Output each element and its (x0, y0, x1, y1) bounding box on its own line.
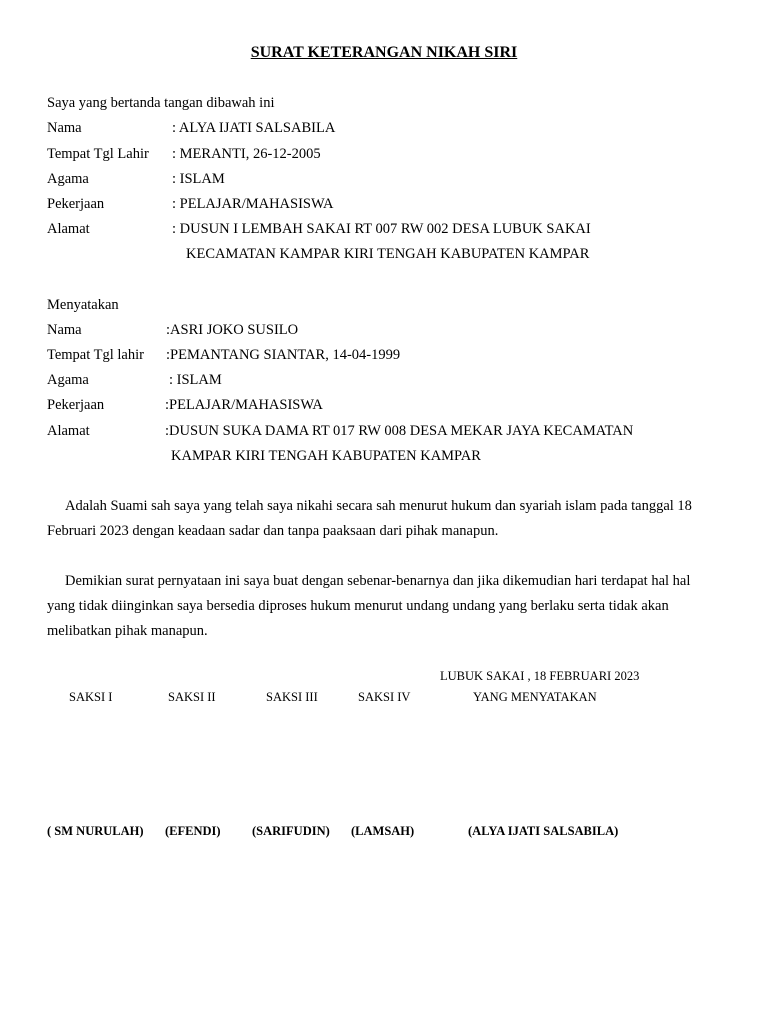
witness-header-3: SAKSI III (266, 690, 318, 704)
party1-ttl-label: Tempat Tgl Lahir (47, 146, 149, 162)
party2-nama-label: Nama (47, 322, 82, 338)
party2-agama-label: Agama (47, 372, 89, 388)
party2-alamat-continuation: KAMPAR KIRI TENGAH KABUPATEN KAMPAR (171, 448, 481, 464)
party2-alamat-label: Alamat (47, 423, 90, 439)
party2-pekerjaan-label: Pekerjaan (47, 397, 105, 413)
party2-agama-value: : ISLAM (169, 372, 222, 388)
party1-nama-label: Nama (47, 120, 82, 136)
witness-header-2: SAKSI II (168, 690, 216, 704)
signature-witness-1: ( SM NURULAH) (47, 824, 144, 838)
party1-alamat-value: : DUSUN I LEMBAH SAKAI RT 007 RW 002 DESA LUBUK SAKAI (172, 221, 591, 237)
paragraph-declaration-text: Demikian surat pernyataan ini saya buat dengan sebenar-benarnya dan jika dikemudian hari terdapat hal hal yang tidak diinginkan saya bersedia diproses hukum menurut undang undang yang berlaku serta tidak akan melibatkan pihak manapun. (47, 573, 691, 639)
signature-witness-3: (SARIFUDIN) (252, 824, 330, 838)
party2-pekerjaan-value: :PELAJAR/MAHASISWA (165, 397, 323, 413)
party2-ttl-label: Tempat Tgl lahir (47, 347, 144, 363)
party1-nama-value: : ALYA IJATI SALSABILA (172, 120, 336, 136)
party1-pekerjaan-label: Pekerjaan (47, 196, 105, 212)
party1-ttl-value: : MERANTI, 26-12-2005 (172, 146, 321, 162)
paragraph-statement-text: Adalah Suami sah saya yang telah saya nikahi secara sah menurut hukum dan syariah islam pada tanggal 18 Februari 2023 dengan keadaan sadar dan tanpa paaksaan dari pihak manapun. (47, 498, 692, 539)
party2-alamat-value: :DUSUN SUKA DAMA RT 017 RW 008 DESA MEKAR JAYA KECAMATAN (165, 423, 634, 439)
signature-declarant: (ALYA IJATI SALSABILA) (468, 824, 619, 838)
declarant-header: YANG MENYATAKAN (473, 690, 597, 704)
party1-agama-label: Agama (47, 171, 89, 187)
witness-header-4: SAKSI IV (358, 690, 411, 704)
paragraph-declaration (47, 569, 717, 644)
party2-ttl-value: :PEMANTANG SIANTAR, 14-04-1999 (166, 347, 401, 363)
signature-witness-2: (EFENDI) (165, 824, 221, 838)
party1-pekerjaan-value: : PELAJAR/MAHASISWA (172, 196, 334, 212)
party1-agama-value: : ISLAM (172, 171, 225, 187)
place-date: LUBUK SAKAI , 18 FEBRUARI 2023 (440, 669, 640, 683)
paragraph-statement (47, 494, 717, 544)
document-title: SURAT KETERANGAN NIKAH SIRI (250, 44, 518, 61)
party1-alamat-continuation: KECAMATAN KAMPAR KIRI TENGAH KABUPATEN KAMPAR (186, 246, 590, 262)
witness-header-1: SAKSI I (69, 690, 113, 704)
party2-nama-value: :ASRI JOKO SUSILO (166, 322, 299, 338)
signature-witness-4: (LAMSAH) (351, 824, 415, 838)
party1-alamat-label: Alamat (47, 221, 90, 237)
intro-line: Saya yang bertanda tangan dibawah ini (47, 95, 275, 111)
menyatakan-line: Menyatakan (47, 297, 119, 313)
